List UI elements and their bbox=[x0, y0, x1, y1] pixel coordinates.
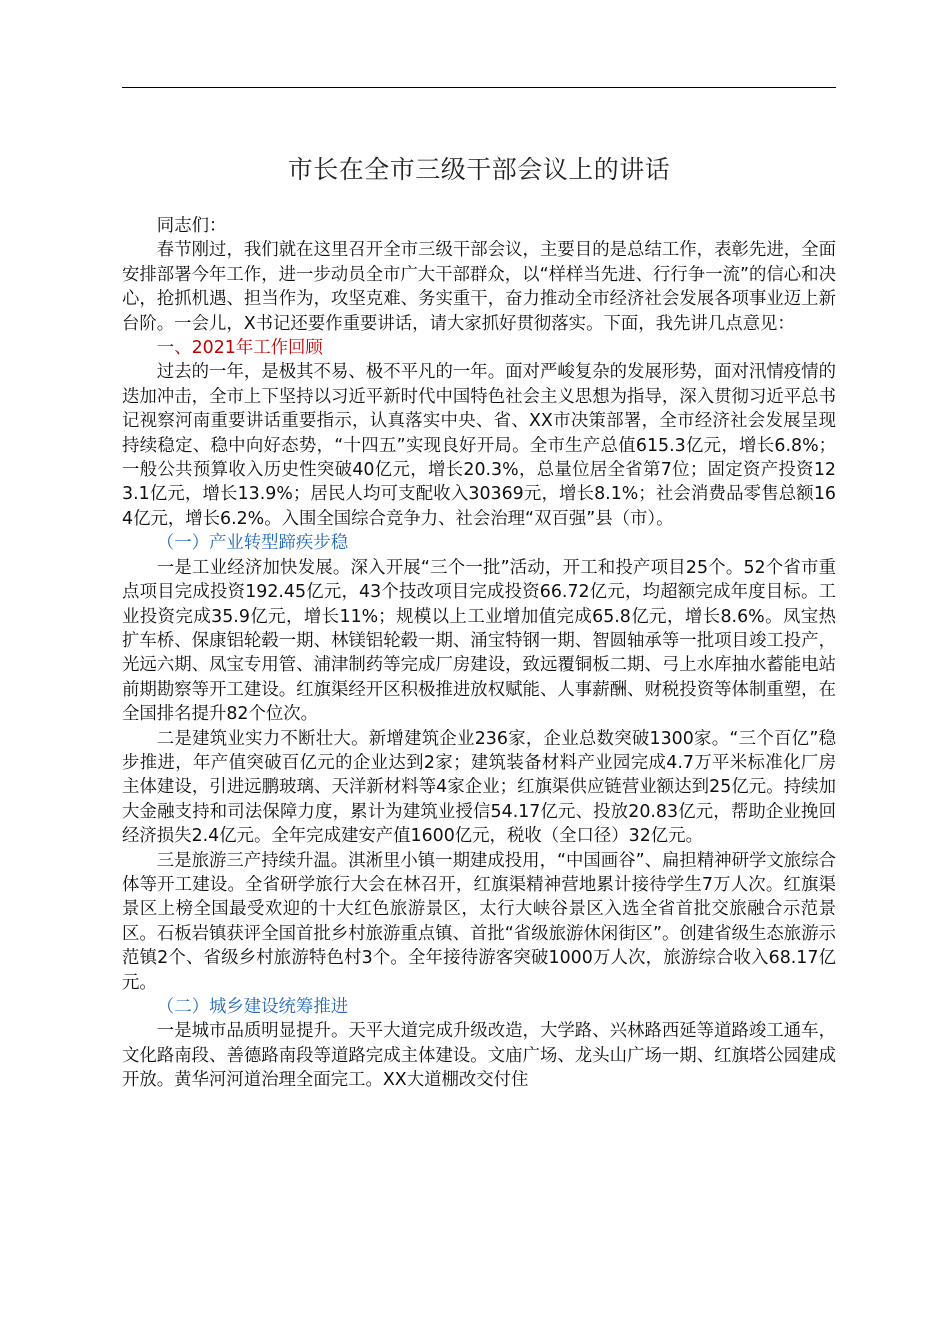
tourism-paragraph: 三是旅游三产持续升温。淇淅里小镇一期建成投用，“中国画谷”、扁担精神研学文旅综合体等开工建设。全省研学旅行大会在林召开，红旗渠精神营地累计接待学生7万人次。红旗渠景区上榜全国最受欢迎的十大红色旅游景区，太行大峡谷景区入选全省首批交旅融合示范景区。石板岩镇获评全国首批乡村旅游重点镇、首批“省级旅游休闲街区”。创建省级生态旅游示范镇2个、省级乡村旅游特色村3个。全年接待游客突破1000万人次，旅游综合收入68.17亿元。 bbox=[122, 850, 836, 993]
header-rule bbox=[122, 87, 836, 88]
subsection-heading-industry: （一）产业转型蹄疾步稳 bbox=[156, 533, 349, 554]
subsection-heading-urban-rural: （二）城乡建设统筹推进 bbox=[156, 997, 349, 1017]
construction-paragraph: 二是建筑业实力不断壮大。新增建筑企业236家，企业总数突破1300家。“三个百亿”稳步推进，年产值突破百亿元的企业达到2家；建筑装备材料产业园完成4.7万平米标准化厂房主体建设，引进远鹏玻璃、天洋新材料等4家企业；红旗渠供应链营业额达到25亿元。持续加大金融支持和司法保障力度，累计为建筑业授信54.17亿元、投放20.83亿元，帮助企业挽回经济损失2.4亿元。全年完成建安产值1600亿元，税收（全口径）32亿元。 bbox=[122, 728, 836, 847]
urban-paragraph: 一是城市品质明显提升。天平大道完成升级改造，大学路、兴林路西延等道路竣工通车，文化路南段、善德路南段等道路完成主体建设。文庙广场、龙头山广场一期、红旗塔公园建成开放。黄华河河道治理全面完工。XX大道棚改交付住 bbox=[122, 1021, 836, 1091]
section-heading-review: 一、2021年工作回顾 bbox=[156, 338, 323, 359]
overview-paragraph: 过去的一年，是极其不易、极不平凡的一年。面对严峻复杂的发展形势，面对汛情疫情的迭加冲击，全市上下坚持以习近平新时代中国特色社会主义思想为指导，深入贯彻习近平总书记视察河南重要讲话重要指示，认真落实中央、省、XX市决策部署，全市经济社会发展呈现持续稳定、稳中向好态势，“十四五”实现良好开局。全市生产总值615.3亿元，增长6.8%；一般公共预算收入历史性突破40亿元，增长20.3%，总量位居全省第7位；固定资产投资123.1亿元，增长13.9%；居民人均可支配收入30369元，增长8.1%；社会消费品零售总额164亿元，增长6.2%。入围全国综合竞争力、社会治理“双百强”县（市）。 bbox=[122, 362, 836, 529]
industry-paragraph: 一是工业经济加快发展。深入开展“三个一批”活动，开工和投产项目25个。52个省市重点项目完成投资192.45亿元，43个技改项目完成投资66.72亿元，均超额完成年度目标。工业投资完成35.9亿元，增长11%；规模以上工业增加值完成65.8亿元，增长8.6%。凤宝热扩车桥、保康铝轮毂一期、林镁铝轮毂一期、涌宝特钢一期、智圆轴承等一批项目竣工投产，光远六期、凤宝专用管、浦津制药等完成厂房建设，致远覆铜板二期、弓上水库抽水蓄能电站前期勘察等开工建设。红旗渠经开区积极推进放权赋能、人事薪酬、财税投资等体制重塑，在全国排名提升82个位次。 bbox=[122, 557, 836, 725]
salutation: 同志们： bbox=[156, 216, 227, 236]
document-title: 市长在全市三级干部会议上的讲话 bbox=[287, 155, 671, 184]
intro-paragraph: 春节刚过，我们就在这里召开全市三级干部会议，主要目的是总结工作，表彰先进，全面安排部署今年工作，进一步动员全市广大干部群众，以“样样当先进、行行争一流”的信心和决心，抢抓机遇、担当作为，攻坚克难、务实重干，奋力推动全市经济社会发展各项事业迈上新台阶。一会儿，X书记还要作重要讲话，请大家抓好贯彻落实。下面，我先讲几点意见： bbox=[122, 240, 836, 334]
document-body bbox=[122, 214, 836, 1093]
